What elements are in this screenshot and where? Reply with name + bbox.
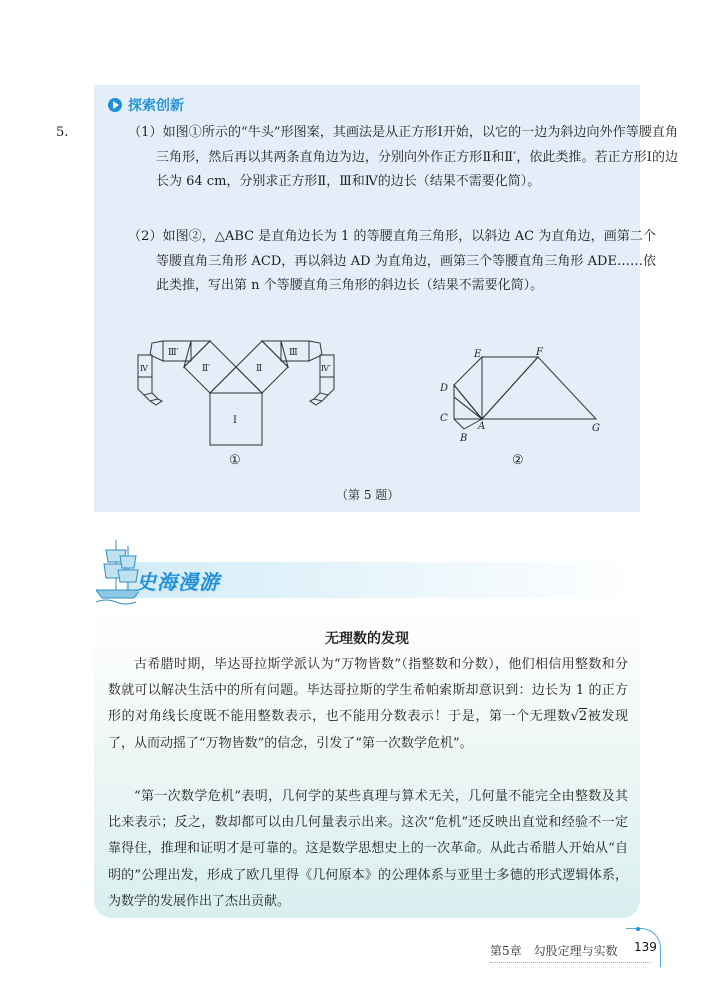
chapter-footer: 第5章 勾股定理与实数 — [490, 944, 618, 958]
page-dot-icon — [636, 927, 640, 931]
fig1-label-III-prime: Ⅲ′ — [168, 348, 179, 358]
fig2-point-E: E — [474, 349, 482, 360]
fig1-label-I: Ⅰ — [233, 415, 237, 426]
fig1-label-II-prime: Ⅱ′ — [202, 364, 211, 374]
problem-part1 — [56, 121, 678, 195]
explore-section — [56, 85, 678, 512]
problem-part2: （2）如图②，△ABC 是直角边长为 1 的等腰直角三角形，以斜边 AC 为直角边，画第二个等腰直角三角形 ACD，再以斜边 AD 为直角边，画第三个等腰直角三角形 ADE……依此类推，写出第 n 个等腰直角三角形的斜边长（结果不需要化简）。 — [128, 229, 656, 293]
page-number: 139 — [634, 940, 657, 954]
fig2-caption: ② — [512, 453, 524, 468]
fig1-label-IV: Ⅳ — [140, 364, 148, 373]
sailing-ship-icon — [96, 540, 140, 604]
fig2-point-C: C — [440, 413, 448, 424]
explore-title: 探索创新 — [128, 98, 184, 114]
part1-text: （1）如图①所示的“牛头”形图案，其画法是从正方形Ⅰ开始，以它的一边为斜边向外作等腰直角三角形，然后再以其两条直角边为边，分别向外作正方形Ⅱ和Ⅱ′，依此类推。若正方形Ⅰ的边长为 64 cm，分别求正方形Ⅱ，Ⅲ和Ⅳ的边长（结果不需要化简）。 — [128, 125, 678, 189]
fig2-point-G: G — [592, 423, 600, 434]
history-paragraph-1 — [108, 652, 628, 757]
fig1-label-II: Ⅱ — [256, 364, 263, 374]
figure-1-ox-head — [130, 333, 360, 473]
history-title: 史海漫游 — [136, 570, 220, 594]
problem-number: 5. — [56, 125, 69, 140]
sqrt-symbol: √ — [570, 709, 579, 725]
sqrt-argument: 2 — [578, 709, 588, 725]
explore-header — [108, 95, 184, 115]
fig2-point-A: A — [478, 421, 486, 432]
play-icon — [108, 98, 122, 112]
history-paragraph-2: “第一次数学危机”表明，几何学的某些真理与算术无关，几何量不能完全由整数及其比来表示；反之，数却都可以由几何量表示出来。这次“危机”还反映出直觉和经验不一定靠得住，推理和证明才是可靠的。这是数学思想史上的一次革命。从此古希腊人开始从“自明的”公理出发，形成了欧几里得《几何原本》的公理体系与亚里士多德的形式逻辑体系，为数学的发展作出了杰出贡献。 — [108, 789, 628, 909]
fig2-point-D: D — [440, 383, 449, 394]
fig2-point-F: F — [536, 347, 543, 358]
fig1-caption: ① — [229, 453, 241, 468]
problem-caption: （第 5 题） — [336, 488, 400, 502]
fig1-label-IV-prime: Ⅳ′ — [321, 364, 331, 373]
para1-part-a: 古希腊时期，毕达哥拉斯学派认为“万物皆数”（指整数和分数），他们相信用整数和分数就可以解决生活中的所有问题。毕达哥拉斯的学生希帕索斯却意识到：边长为 1 的正方形的对角线长度既不能用整数表示，也不能用分数表示！于是，第一个无理数 — [108, 657, 628, 725]
fig2-point-B: B — [460, 433, 468, 444]
para1-part-b: 被发现了，从而动摇了“万物皆数”的信念，引发了“第一次数学危机”。 — [108, 709, 628, 751]
history-section — [94, 606, 640, 918]
figure-2-triangles — [434, 347, 614, 447]
history-heading: 无理数的发现 — [325, 631, 409, 647]
fig1-label-III: Ⅲ — [289, 348, 298, 358]
